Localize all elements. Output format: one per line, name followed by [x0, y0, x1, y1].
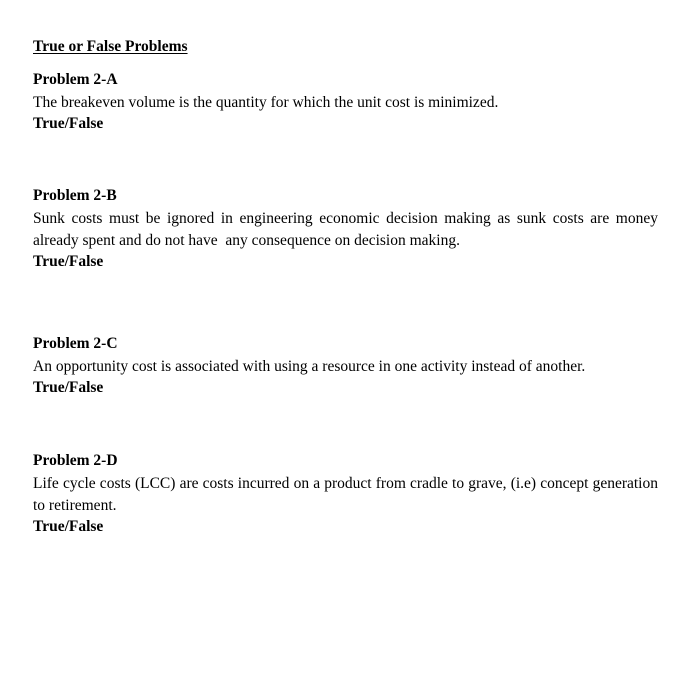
problem-statement: The breakeven volume is the quantity for which the unit cost is minimized. [33, 94, 499, 111]
document-title: True or False Problems [33, 38, 188, 55]
problem-heading: Problem 2-B [33, 187, 117, 204]
problem-heading: Problem 2-C [33, 335, 118, 352]
answer-format: True/False [33, 115, 104, 132]
problem-statement: Sunk costs must be ignored in engineering economic decision making as sunk costs are money already spent and do not have any consequence on decision making. [33, 210, 662, 249]
problem-statement: An opportunity cost is associated with using a resource in one activity instead of another. [33, 358, 586, 375]
problem-heading: Problem 2-A [33, 71, 118, 88]
problem-statement: Life cycle costs (LCC) are costs incurred on a product from cradle to grave, (i.e) concept generation to retirement. [33, 475, 658, 514]
answer-format: True/False [33, 379, 104, 396]
problem-heading: Problem 2-D [33, 452, 118, 469]
problem-block [33, 186, 662, 272]
answer-format: True/False [33, 518, 104, 535]
problem-block [33, 451, 658, 537]
problem-block [33, 70, 658, 134]
answer-format: True/False [33, 253, 104, 270]
problem-block [33, 334, 658, 398]
